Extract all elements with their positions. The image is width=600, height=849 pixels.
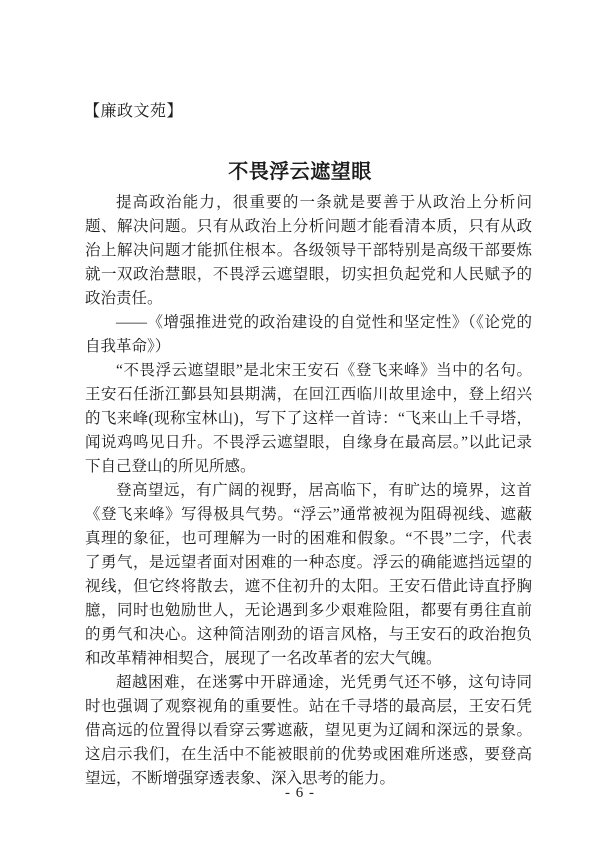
section-tag: 【廉政文苑】 <box>84 103 184 120</box>
paragraph-origin: “不畏浮云遮望眼”是北宋王安石《登飞来峰》当中的名句。王安石任浙江鄞县知县期满，在回江西临川故里途中，登上绍兴的飞来峰(现称宝林山)，写下了这样一首诗：“飞来山上千寻塔，闻说鸡鸣见日升。不畏浮云遮望眼，自缘身在最高层。”以此记录下自己登山的所见所感。 <box>85 362 532 475</box>
paragraph-attribution: ——《增强推进党的政治建设的自觉性和坚定性》（《论党的自我革命》） <box>85 314 532 355</box>
paragraph-quote: 提高政治能力，很重要的一条就是要善于从政治上分析问题、解决问题。只有从政治上分析问题才能看清本质，只有从政治上解决问题才能抓住根本。各级领导干部特别是高级干部要炼就一双政治慧眼，不畏浮云遮望眼，切实担负起党和人民赋予的政治责任。 <box>85 194 532 307</box>
paragraph-conclusion: 超越困难，在迷雾中开辟通途，光凭勇气还不够，这句诗同时也强调了观察视角的重要性。站在千寻塔的最高层，王安石凭借高远的位置得以看穿云雾遮蔽，望见更为辽阔和深远的景象。这启示我们，在生活中不能被眼前的优势或困难所迷惑，要登高望远，不断增强穿透表象、深入思考的能力。 <box>85 674 532 787</box>
paragraph-analysis: 登高望远，有广阔的视野，居高临下，有旷达的境界，这首《登飞来峰》写得极具气势。“浮云”通常被视为阻碍视线、遮蔽真理的象征，也可理解为一时的困难和假象。“不畏”二字，代表了勇气，是远望者面对困难的一种态度。浮云的确能遮挡远望的视线，但它终将散去，遮不住初升的太阳。王安石借此诗直抒胸臆，同时也勉励世人，无论遇到多少艰难险阻，都要有勇往直前的勇气和决心。这种简洁刚劲的语言风格，与王安石的政治抱负和改革精神相契合，展现了一名改革者的宏大气魄。 <box>85 482 532 667</box>
page-number: - 6 - <box>285 785 315 801</box>
document-body <box>85 191 532 791</box>
page-title: 不畏浮云遮望眼 <box>228 161 372 184</box>
